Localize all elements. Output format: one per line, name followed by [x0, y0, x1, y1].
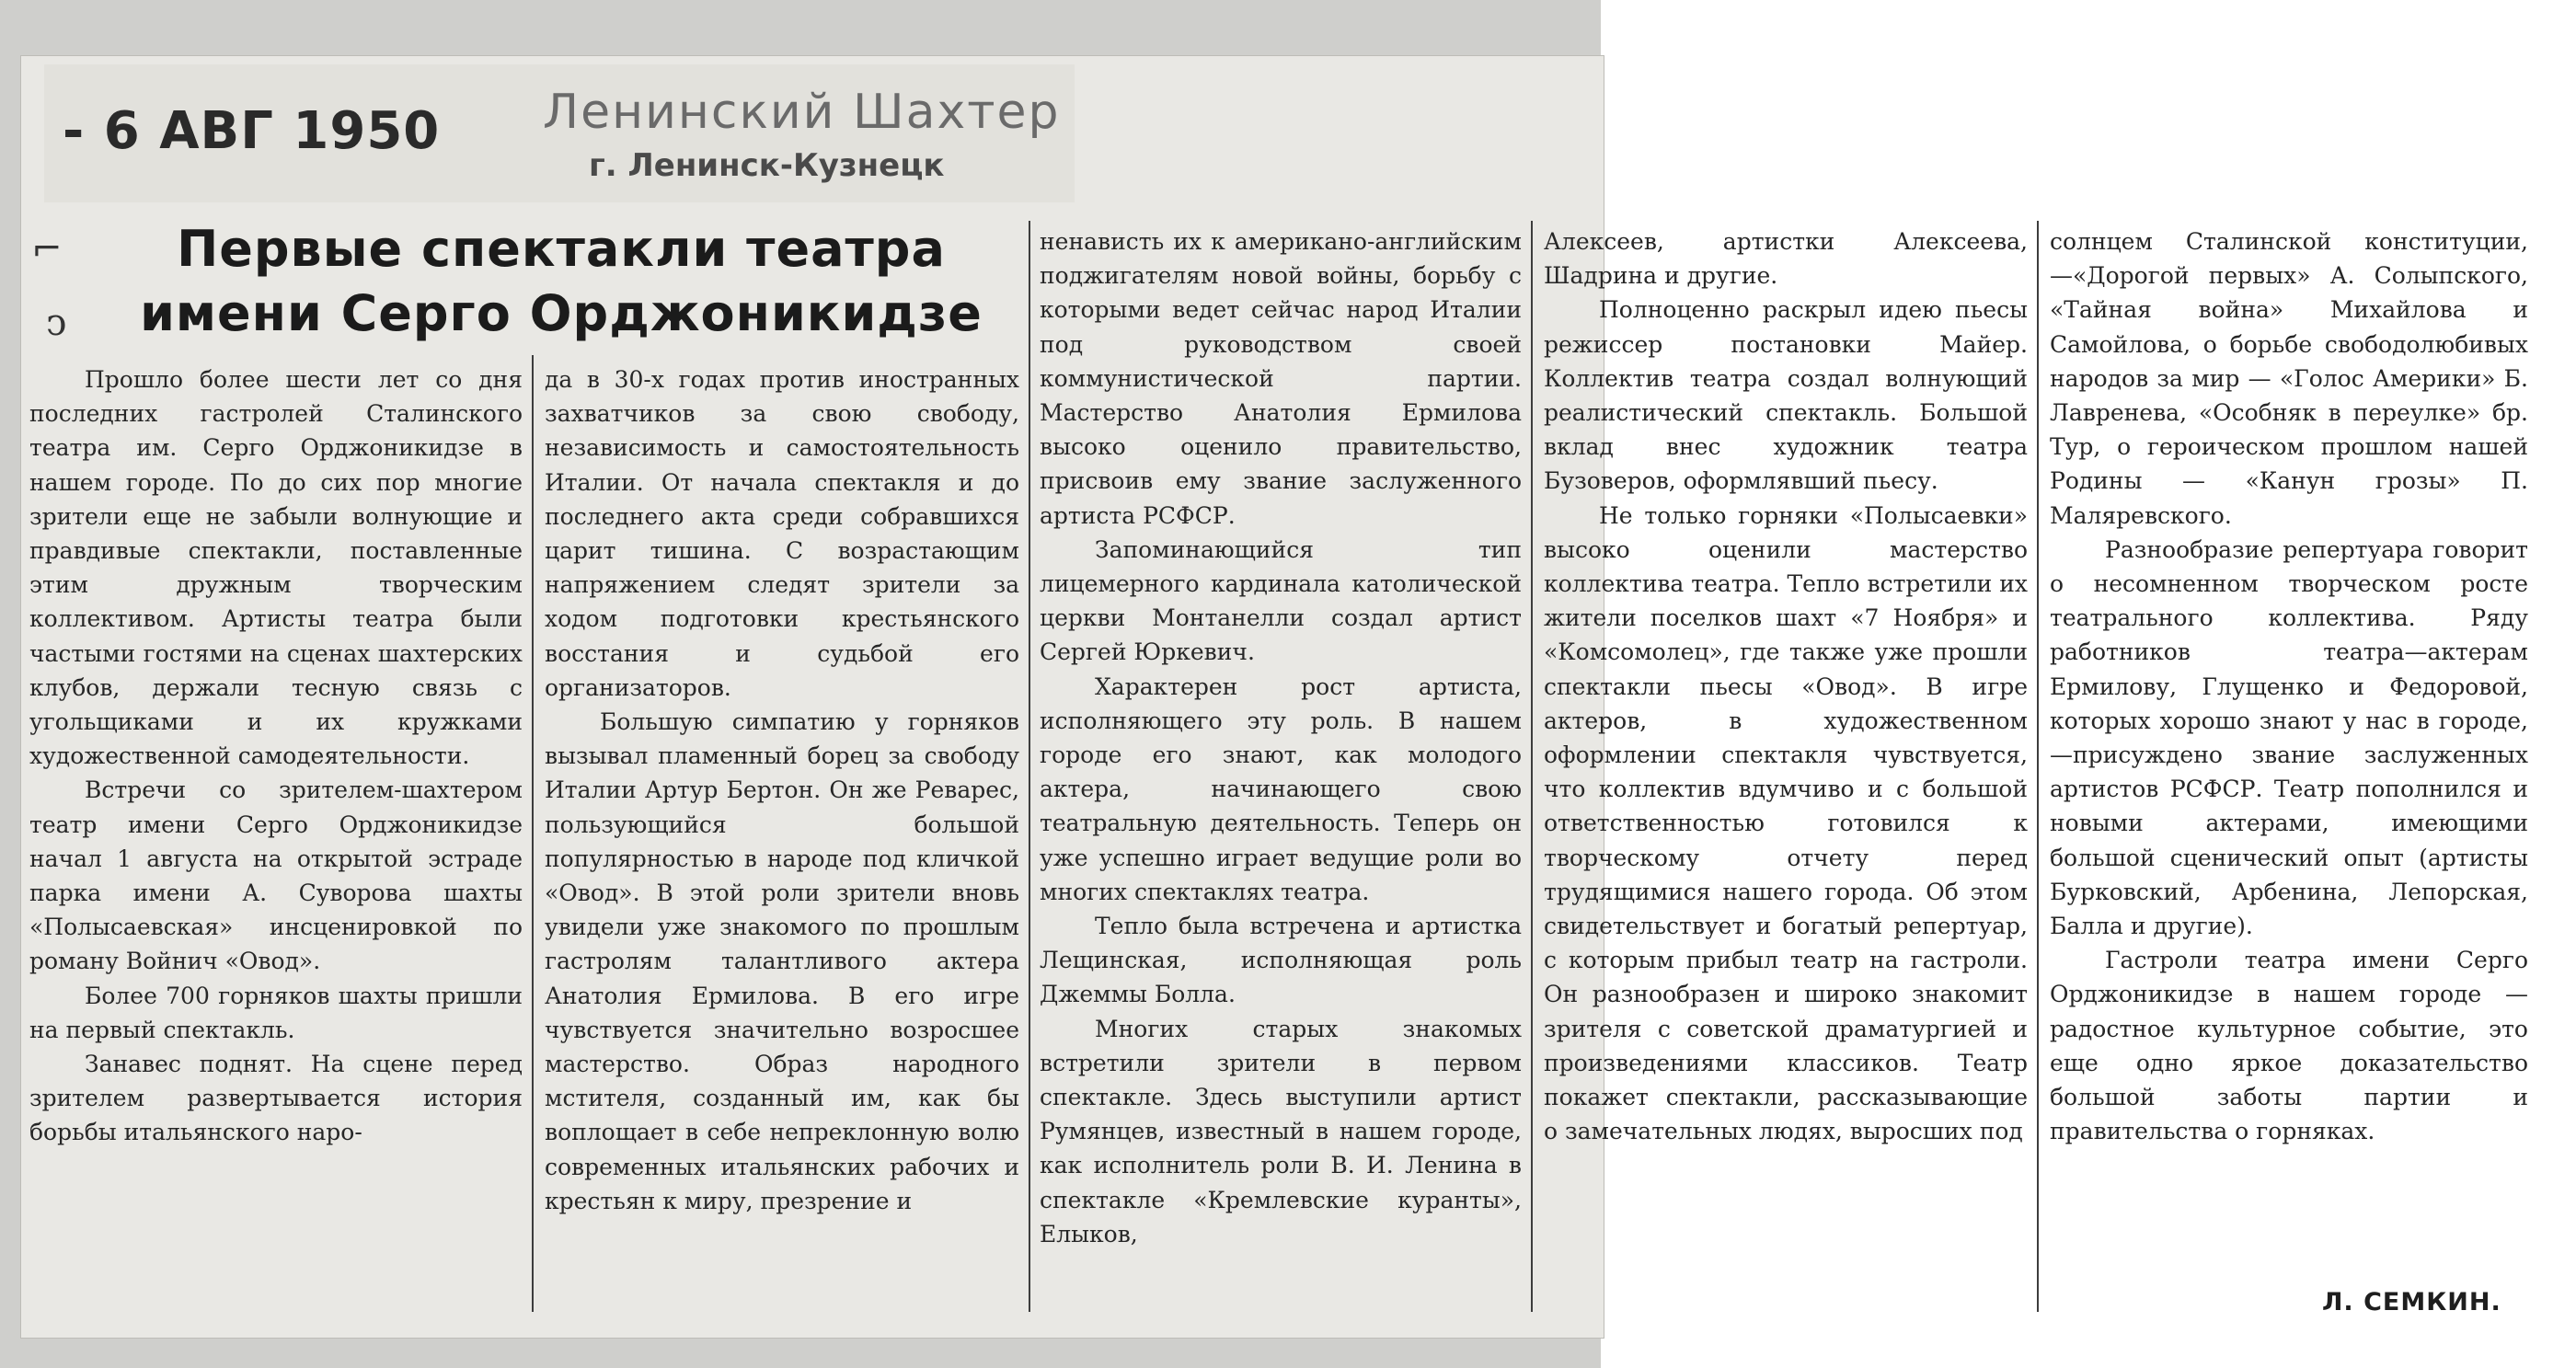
article-column-1 [29, 362, 523, 1310]
column-rule [1531, 221, 1533, 1312]
article-column-3 [1040, 224, 1522, 1310]
paragraph: Гастроли театра имени Серго Орджоникидзе в нашем городе — радостное культурное событие, это еще одно яркое доказательство большой заботы партии и правительства о горняках. [2050, 947, 2528, 1145]
margin-mark: ↄ [46, 302, 67, 344]
margin-mark: ⌐ [31, 228, 63, 270]
paragraph: солнцем Сталинской конституции,—«Дорогой первых» А. Солыпского, «Тайная война» Михайлова и Самойлова, о борьбе свободолюбивых народов за мир — «Голос Америки» Б. Лавренева, «Особняк в переулке» бр. Тур, о героическом прошлом нашей Родины — «Канун грозы» П. Маляревского. [2050, 228, 2528, 529]
paragraph: Встречи со зрителем-шахтером театр имени Серго Орджоникидзе начал 1 августа на открытой эстраде парка имени А. Суворова шахты «Полысаевская» инсценировкой по роману Войнич «Овод». [29, 776, 523, 975]
newspaper-city: г. Ленинск-Кузнецк [589, 147, 945, 184]
paragraph: да в 30-х годах против иностранных захватчиков за свою свободу, независимость и самостоятельность Италии. От начала спектакля и до последнего акта среди собравшихся царит тишина. С возрастающим напряжением следят зрители за ходом подготовки крестьянского восстания и судьбой его организаторов. [545, 366, 1019, 701]
paragraph: Полноценно раскрыл идею пьесы режиссер постановки Майер. Коллектив театра создал волнующий реалистический спектакль. Большой вклад внес художник театра Бузоверов, оформлявший пьесу. [1544, 296, 2028, 495]
article-headline [83, 217, 1040, 346]
column-rule [1029, 221, 1030, 1312]
paragraph: Характерен рост артиста, исполняющего эту роль. В нашем городе его знают, как молодого актера, начинающего свою театральную деятельность. Теперь он уже успешно играет ведущие роли во многих спектаклях театра. [1040, 673, 1522, 905]
article-column-5 [2050, 224, 2528, 1282]
article-column-4 [1544, 224, 2028, 1310]
article-column-2 [545, 362, 1019, 1310]
paragraph: Алексеев, артистки Алексеева, Шадрина и другие. [1544, 228, 2028, 290]
paragraph: Тепло была встречена и артистка Лещинская, исполняющая роль Джеммы Болла. [1040, 913, 1522, 1008]
newspaper-name: Ленинский Шахтер [543, 85, 1061, 140]
article-author: Л. СЕМКИН. [2322, 1288, 2501, 1316]
column-rule [2037, 221, 2039, 1312]
paragraph: Разнообразие репертуара говорит о несомненном творческом росте театрального коллектива. Ряду работников театра—актерам Ермилову, Глущенко и Федоровой, которых хорошо знают у нас в городе,—присуждено звание заслуженных артистов РСФСР. Театр пополнился и новыми актерами, имеющими большой сценический опыт (артисты Бурковский, Арбенина, Лепорская, Балла и другие). [2050, 535, 2528, 940]
headline-line-1: Первые спектакли театра [177, 220, 946, 278]
headline-line-2: имени Серго Орджоникидзе [140, 284, 983, 342]
paragraph: Более 700 горняков шахты пришли на первый спектакль. [29, 982, 523, 1043]
paragraph: Прошло более шести лет со дня последних гастролей Сталинского театра им. Серго Орджоникидзе в нашем городе. По до сих пор многие зрители еще не забыли волнующие и правдивые спектакли, поставленные этим дружным творческим коллективом. Артисты театра были частыми гостями на сценах шахтерских клубов, держали тесную связь с угольщиками и их кружками художественной самодеятельности. [29, 366, 523, 770]
clipping-date: - 6 АВГ 1950 [63, 101, 441, 161]
column-rule [532, 355, 534, 1312]
paragraph: Запоминающийся тип лицемерного кардинала католической церкви Монтанелли создал артист Сергей Юркевич. [1040, 535, 1522, 666]
paragraph: Занавес поднят. На сцене перед зрителем развертывается история борьбы итальянского наро- [29, 1051, 523, 1146]
paragraph: Не только горняки «Полысаевки» высоко оценили мастерство коллектива театра. Тепло встретили их жители поселков шахт «7 Ноября» и «Комсомолец», где также уже прошли спектакли пьесы «Овод». В игре актеров, в художественном оформлении спектакля чувствуется, что коллектив вдумчиво и с большой ответственностью готовился к творческому отчету перед трудящимися нашего города. Об этом свидетельствует и богатый репертуар, с которым прибыл театр на гастроли. Он разнообразен и широко знакомит зрителя с советской драматургией и произведениями классиков. Театр покажет спектакли, рассказывающие о замечательных людях, выросших под [1544, 501, 2028, 1145]
paragraph: ненависть их к американо-английским поджигателям новой войны, борьбу с которыми ведет сейчас народ Италии под руководством своей коммунистической партии. Мастерство Анатолия Ермилова высоко оценило правительство, присвоив ему звание заслуженного артиста РСФСР. [1040, 228, 1522, 529]
paragraph: Большую симпатию у горняков вызывал пламенный борец за свободу Италии Артур Бертон. Он же Реварес, пользующийся большой популярностью в народе под кличкой «Овод». В этой роли зрители вновь увидели уже знакомого по прошлым гастролям талантливого актера Анатолия Ермилова. В его игре чувствуется значительно возросшее мастерство. Образ народного мстителя, созданный им, как бы воплощает в себе непреклонную волю современных итальянских рабочих и крестьян к миру, презрение и [545, 708, 1019, 1214]
paragraph: Многих старых знакомых встретили зрители в первом спектакле. Здесь выступили артист Румянцев, известный в нашем городе, как исполнитель роли В. И. Ленина в спектакле «Кремлевские куранты», Елыков, [1040, 1015, 1522, 1247]
